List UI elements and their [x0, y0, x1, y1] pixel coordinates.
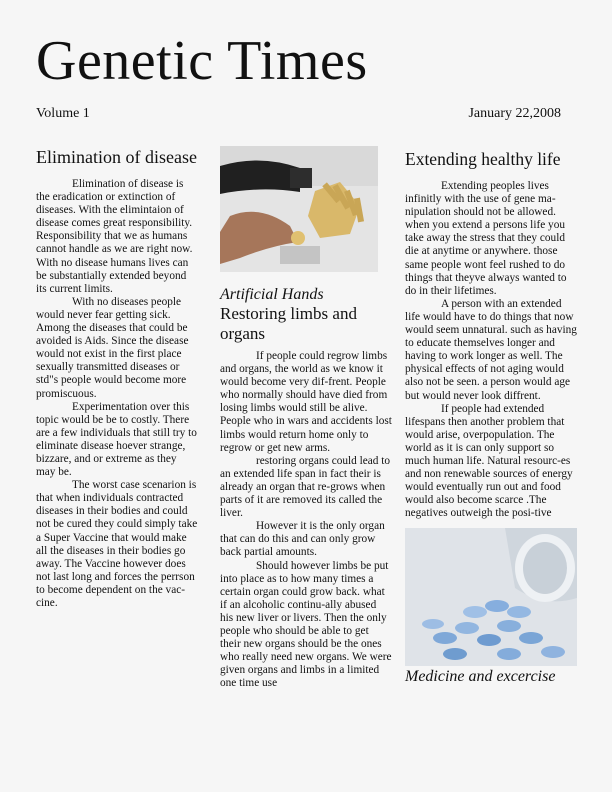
article-paragraph: A person with an extended life would have to do things that now would seem unnatural. such as having to educate themselves longer and having to work longer as well. The physical effects of not aging would also not be seen. a person would age but would never look diffrent. — [405, 297, 577, 402]
issue-date: January 22,2008 — [468, 106, 561, 121]
article-paragraph: If people could regrow limbs and organs, the world as we know it would become very dif-frent. People who normally should have died from losing limbs would still be alive. People who in wars and accidents lost limbs would return home only to regrow or get new arms. — [220, 350, 392, 454]
article-elimination-of-disease — [36, 146, 198, 610]
article-paragraph: Extending peoples lives infinitly with the use of gene ma-nipulation should not be allowed. when you extend a persons life you take away the stress that they could die at anytime or anywhere. those same people wont feel rushed to do things that theyve always wanted to do in their lifetimes. — [405, 180, 567, 297]
article-paragraph: However it is the only organ that can do this and can only grow back partial amounts. — [220, 520, 385, 559]
image-caption: Artificial Hands — [220, 286, 324, 303]
volume-label: Volume 1 — [36, 106, 90, 121]
article-paragraph: restoring organs could lead to an extended life span in fact their is already an organ that re-grows when parts of it are removed its called the liver. — [220, 454, 391, 520]
article-paragraph: Experimentation over this topic would be be to costly. There are a few individuals that still try to eliminate disease hoever strange, bizzare, and or extreme as they may be. — [36, 400, 197, 479]
article-paragraph: Elimination of disease is the eradication or extinction of diseases. With the elimintaion of disease comes great responsibility. Responsibility that we as humans cannot handle as we are right now. With no disease humans lives can be substantially extended beyond its current limits. — [36, 178, 193, 295]
image-caption: Medicine and excercise — [405, 668, 556, 686]
article-restoring-limbs — [220, 146, 392, 690]
article-paragraph: The worst case scenarion is that when individuals contracted diseases in their bodies and could not be cured they could simply take a Super Vaccine that would make all the diseases in their bodies go away. The Vaccine however does not last long and forces the perrson to become dependent on the vac-cine. — [36, 479, 198, 609]
robotic-hand-photo-icon — [220, 146, 378, 272]
masthead-title: Genetic Times — [36, 30, 368, 92]
article-paragraph: If people had extended lifespans then another problem that would arise, overpopulation. The world as it is can only support so much human life. Natural resourc-es and non renewable sources of energy would eventually run out and food would also become scarce .The negatives outweigh the posi-tive — [405, 402, 573, 520]
article-paragraph: With no diseases people would never fear getting sick. Among the diseases that could be avoided is Aids. Since the disease would not exist in the first place sexually transmitted diseases or std"s people would become more promiscuous. — [36, 295, 189, 400]
article-extending-life — [405, 146, 577, 686]
article-paragraph: Should however limbs be put into place as to how many times a certain organ could grow back. what if an alcoholic continu-ally abused his new liver or livers. Then the only people who should be able to get their new organs should be the ones who really need new organs. We were given organs and limbs in a limited one time use — [220, 559, 392, 690]
article-headline: Restoring limbs and organs — [220, 304, 357, 343]
article-headline: Elimination of disease — [36, 147, 197, 167]
pills-photo-icon — [405, 528, 577, 666]
article-headline: Extending healthy life — [405, 149, 561, 169]
